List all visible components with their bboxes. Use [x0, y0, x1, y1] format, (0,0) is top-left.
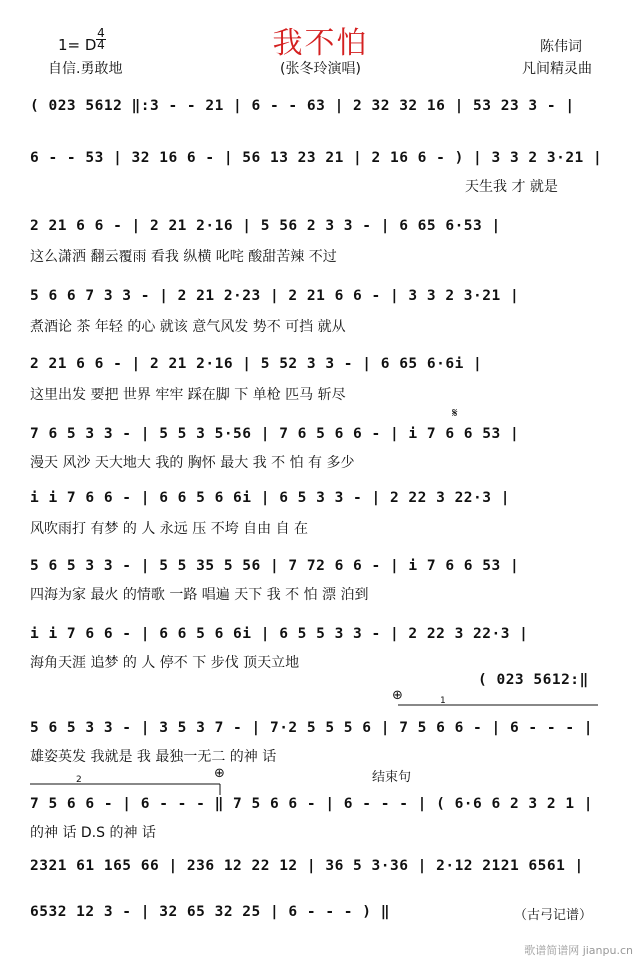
notation-row: 2 21 6 6 - | 2 21 2·16 | 5 56 2 3 3 - | 6 65 6·53 |	[30, 218, 501, 234]
singer-text: (张冬玲演唱)	[280, 61, 361, 77]
reprise-notation: ( 023 5612:‖	[478, 672, 589, 688]
notation-row: i i 7 6 6 - | 6 6 5 6 6i | 6 5 5 3 3 - | 2 22 3 22·3 |	[30, 626, 529, 642]
lyric-row: 这里出发 要把 世界 牢牢 踩在脚 下 单枪 匹马 斩尽	[30, 387, 346, 403]
notation-row: i i 7 6 6 - | 6 6 5 6 6i | 6 5 3 3 - | 2 22 3 22·3 |	[30, 490, 510, 506]
notation-row: ( 023 5612 ‖:3 - - 21 | 6 - - 63 | 2 32 32 16 | 53 23 3 - |	[30, 98, 575, 114]
lyric-row: 四海为家 最火 的情歌 一路 唱遍 天下 我 不 怕 漂 泊到	[30, 587, 369, 603]
notation-row: 2 21 6 6 - | 2 21 2·16 | 5 52 3 3 - | 6 65 6·6i |	[30, 356, 483, 372]
notation-row: 6 - - 53 | 32 16 6 - | 56 13 23 21 | 2 16 6 - ) | 3 3 2 3·21 |	[30, 150, 603, 166]
lyric-row: 雄姿英发 我就是 我 最独一无二 的神 话	[30, 749, 277, 765]
ending-phrase-label: 结束句	[372, 770, 412, 785]
watermark: 歌谱简谱网 jianpu.cn	[524, 944, 633, 957]
lyric-row: 风吹雨打 有梦 的 人 永远 压 不垮 自由 自 在	[30, 521, 309, 537]
notation-row: 2321 61 165 66 | 236 12 22 12 | 36 5 3·36 | 2·12 2121 6561 |	[30, 858, 584, 874]
segno-sign: 𝄋	[452, 406, 458, 421]
time-sig-bottom: 4	[97, 38, 105, 52]
notation-row: 5 6 5 3 3 - | 5 5 35 5 56 | 7 72 6 6 - | i 7 6 6 53 |	[30, 558, 520, 574]
lyric-row: 天生我 才 就是	[465, 179, 558, 195]
lyricist-text: 陈伟词	[540, 39, 582, 55]
lyric-row: 漫天 风沙 天大地大 我的 胸怀 最大 我 不 怕 有 多少	[30, 455, 355, 471]
lyric-row: 海角天涯 追梦 的 人 停不 下 步伐 顶天立地	[30, 655, 300, 671]
composer-text: 凡间精灵曲	[522, 61, 592, 77]
lyric-row: 的神 话 D.S 的神 话	[30, 825, 156, 841]
notation-row: 5 6 6 7 3 3 - | 2 21 2·23 | 2 21 6 6 - | 3 3 2 3·21 |	[30, 288, 520, 304]
ending-one-label: 1	[440, 696, 446, 706]
lyric-row: 这么潇洒 翻云覆雨 看我 纵横 叱咤 酸甜苦辣 不过	[30, 249, 337, 265]
mood-text: 自信.勇敢地	[48, 61, 123, 77]
page-title: 我不怕	[272, 26, 369, 61]
notation-row: 6532 12 3 - | 32 65 32 25 | 6 - - - ) ‖	[30, 904, 390, 920]
time-sig-top: 4	[97, 26, 105, 40]
lyric-row: 煮酒论 茶 年轻 的心 就该 意气风发 势不 可挡 就从	[30, 319, 346, 335]
ending-two-label: 2	[76, 775, 82, 785]
coda-sign: ⊕	[214, 766, 225, 781]
coda-sign: ⊕	[392, 688, 403, 703]
transcriber-credit: （古弓记谱）	[514, 908, 593, 923]
key-signature: 1= D	[58, 36, 97, 54]
notation-row: 7 6 5 3 3 - | 5 5 3 5·56 | 7 6 5 6 6 - | i 7 6 6 53 |	[30, 426, 520, 442]
notation-row: 7 5 6 6 - | 6 - - - ‖ 7 5 6 6 - | 6 - - - | ( 6·6 6 2 3 2 1 |	[30, 796, 594, 812]
notation-row: 5 6 5 3 3 - | 3 5 3 7 - | 7·2 5 5 5 6 | 7 5 6 6 - | 6 - - - |	[30, 720, 594, 736]
